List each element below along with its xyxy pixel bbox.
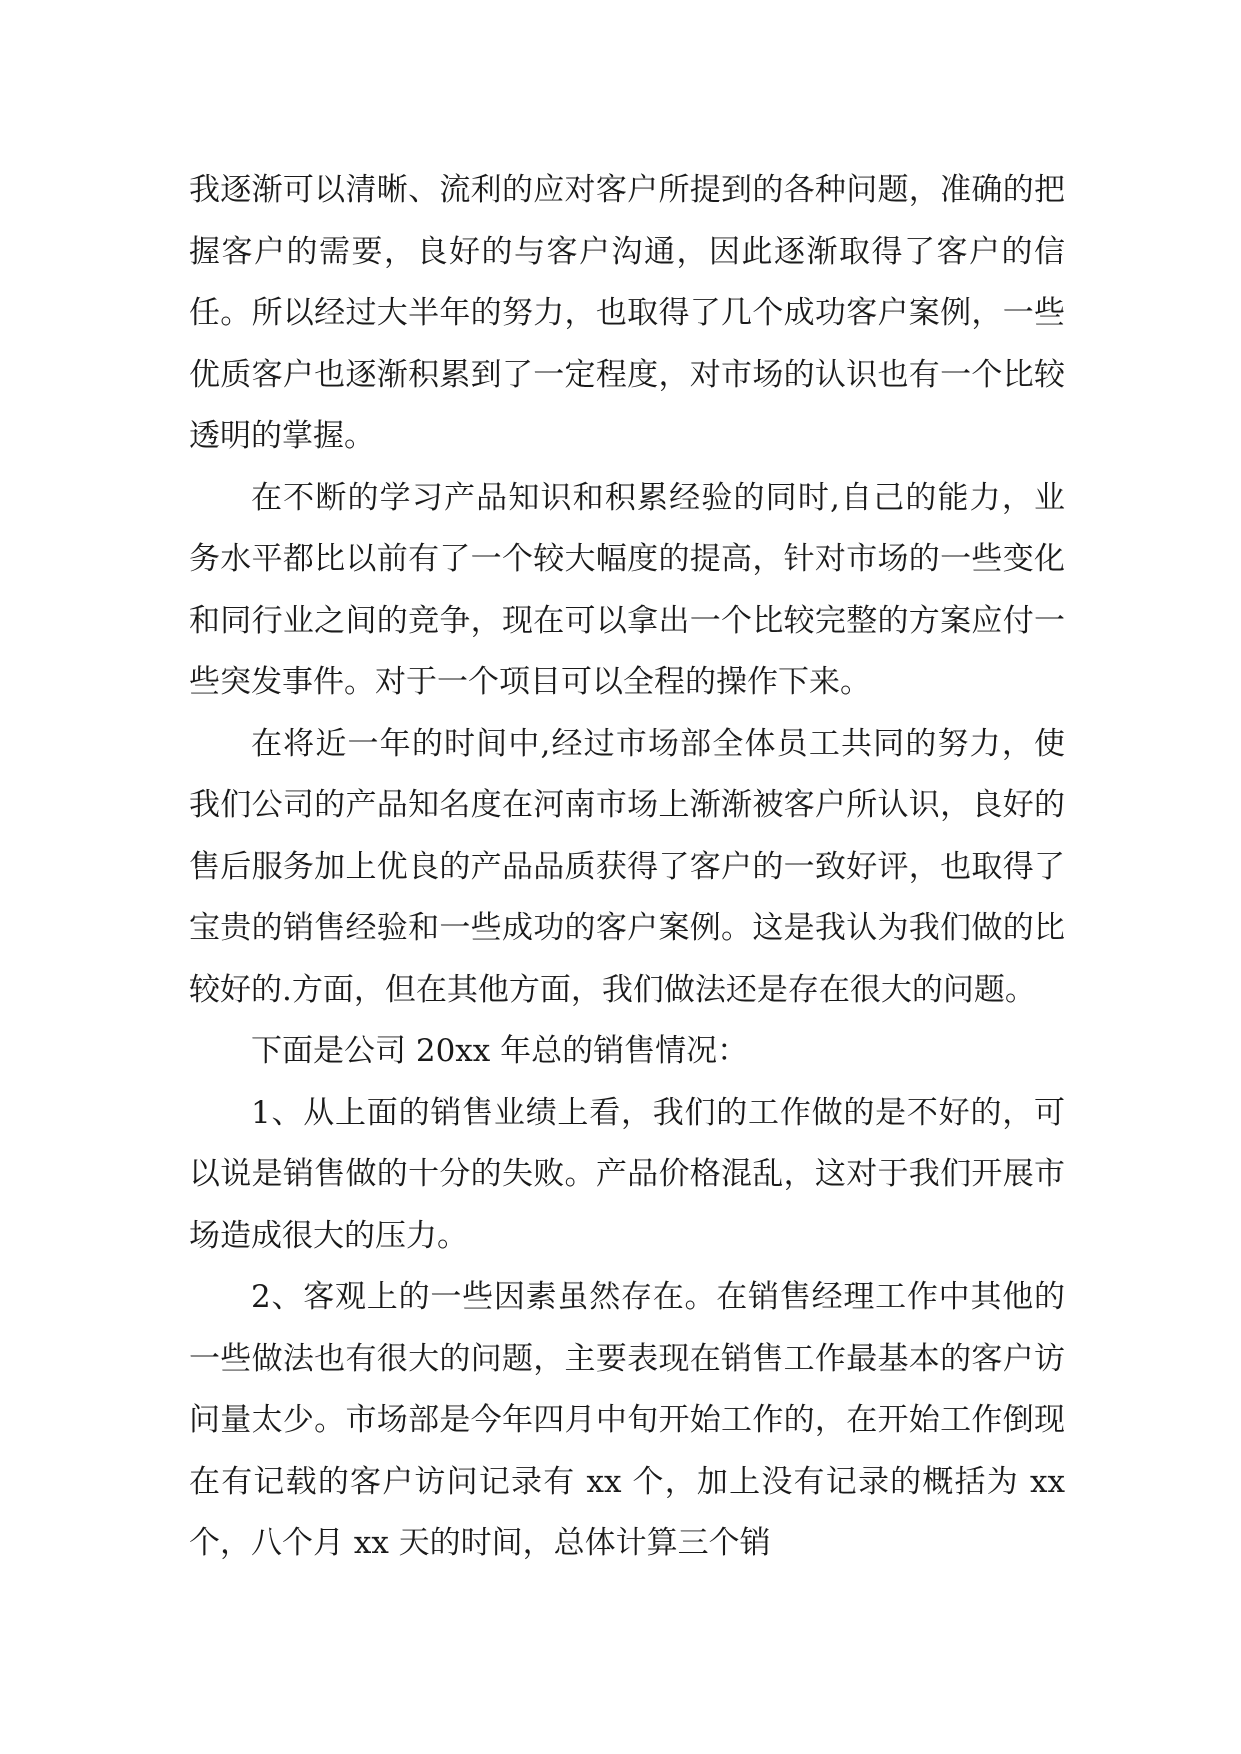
paragraph-6: 2、客观上的一些因素虽然存在。在销售经理工作中其他的一些做法也有很大的问题，主要表现在销售工作最基本的客户访问量太少。市场部是今年四月中旬开始工作的，在开始工作倒现在有记载的客户访问记录有 xx 个，加上没有记录的概括为 xx 个，八个月 xx 天的时间，总体计算三个销 (189, 1279, 1065, 1561)
paragraph-3: 在将近一年的时间中,经过市场部全体员工共同的努力，使我们公司的产品知名度在河南市场上渐渐被客户所认识，良好的售后服务加上优良的产品品质获得了客户的一致好评，也取得了宝贵的销售经验和一些成功的客户案例。这是我认为我们做的比较好的.方面，但在其他方面，我们做法还是存在很大的问题。 (189, 725, 1065, 1008)
paragraph-1: 我逐渐可以清晰、流利的应对客户所提到的各种问题，准确的把握客户的需要，良好的与客户沟通，因此逐渐取得了客户的信任。所以经过大半年的努力，也取得了几个成功客户案例，一些优质客户也逐渐积累到了一定程度，对市场的认识也有一个比较透明的掌握。 (189, 172, 1065, 454)
paragraph-5: 1、从上面的销售业绩上看，我们的工作做的是不好的，可以说是销售做的十分的失败。产品价格混乱，这对于我们开展市场造成很大的压力。 (189, 1094, 1065, 1254)
paragraph-4: 下面是公司 20xx 年总的销售情况： (251, 1033, 749, 1069)
paragraph-2: 在不断的学习产品知识和积累经验的同时,自己的能力，业务水平都比以前有了一个较大幅度的提高，针对市场的一些变化和同行业之间的竞争，现在可以拿出一个比较完整的方案应付一些突发事件。对于一个项目可以全程的操作下来。 (189, 479, 1065, 700)
document-body (189, 160, 1065, 1575)
